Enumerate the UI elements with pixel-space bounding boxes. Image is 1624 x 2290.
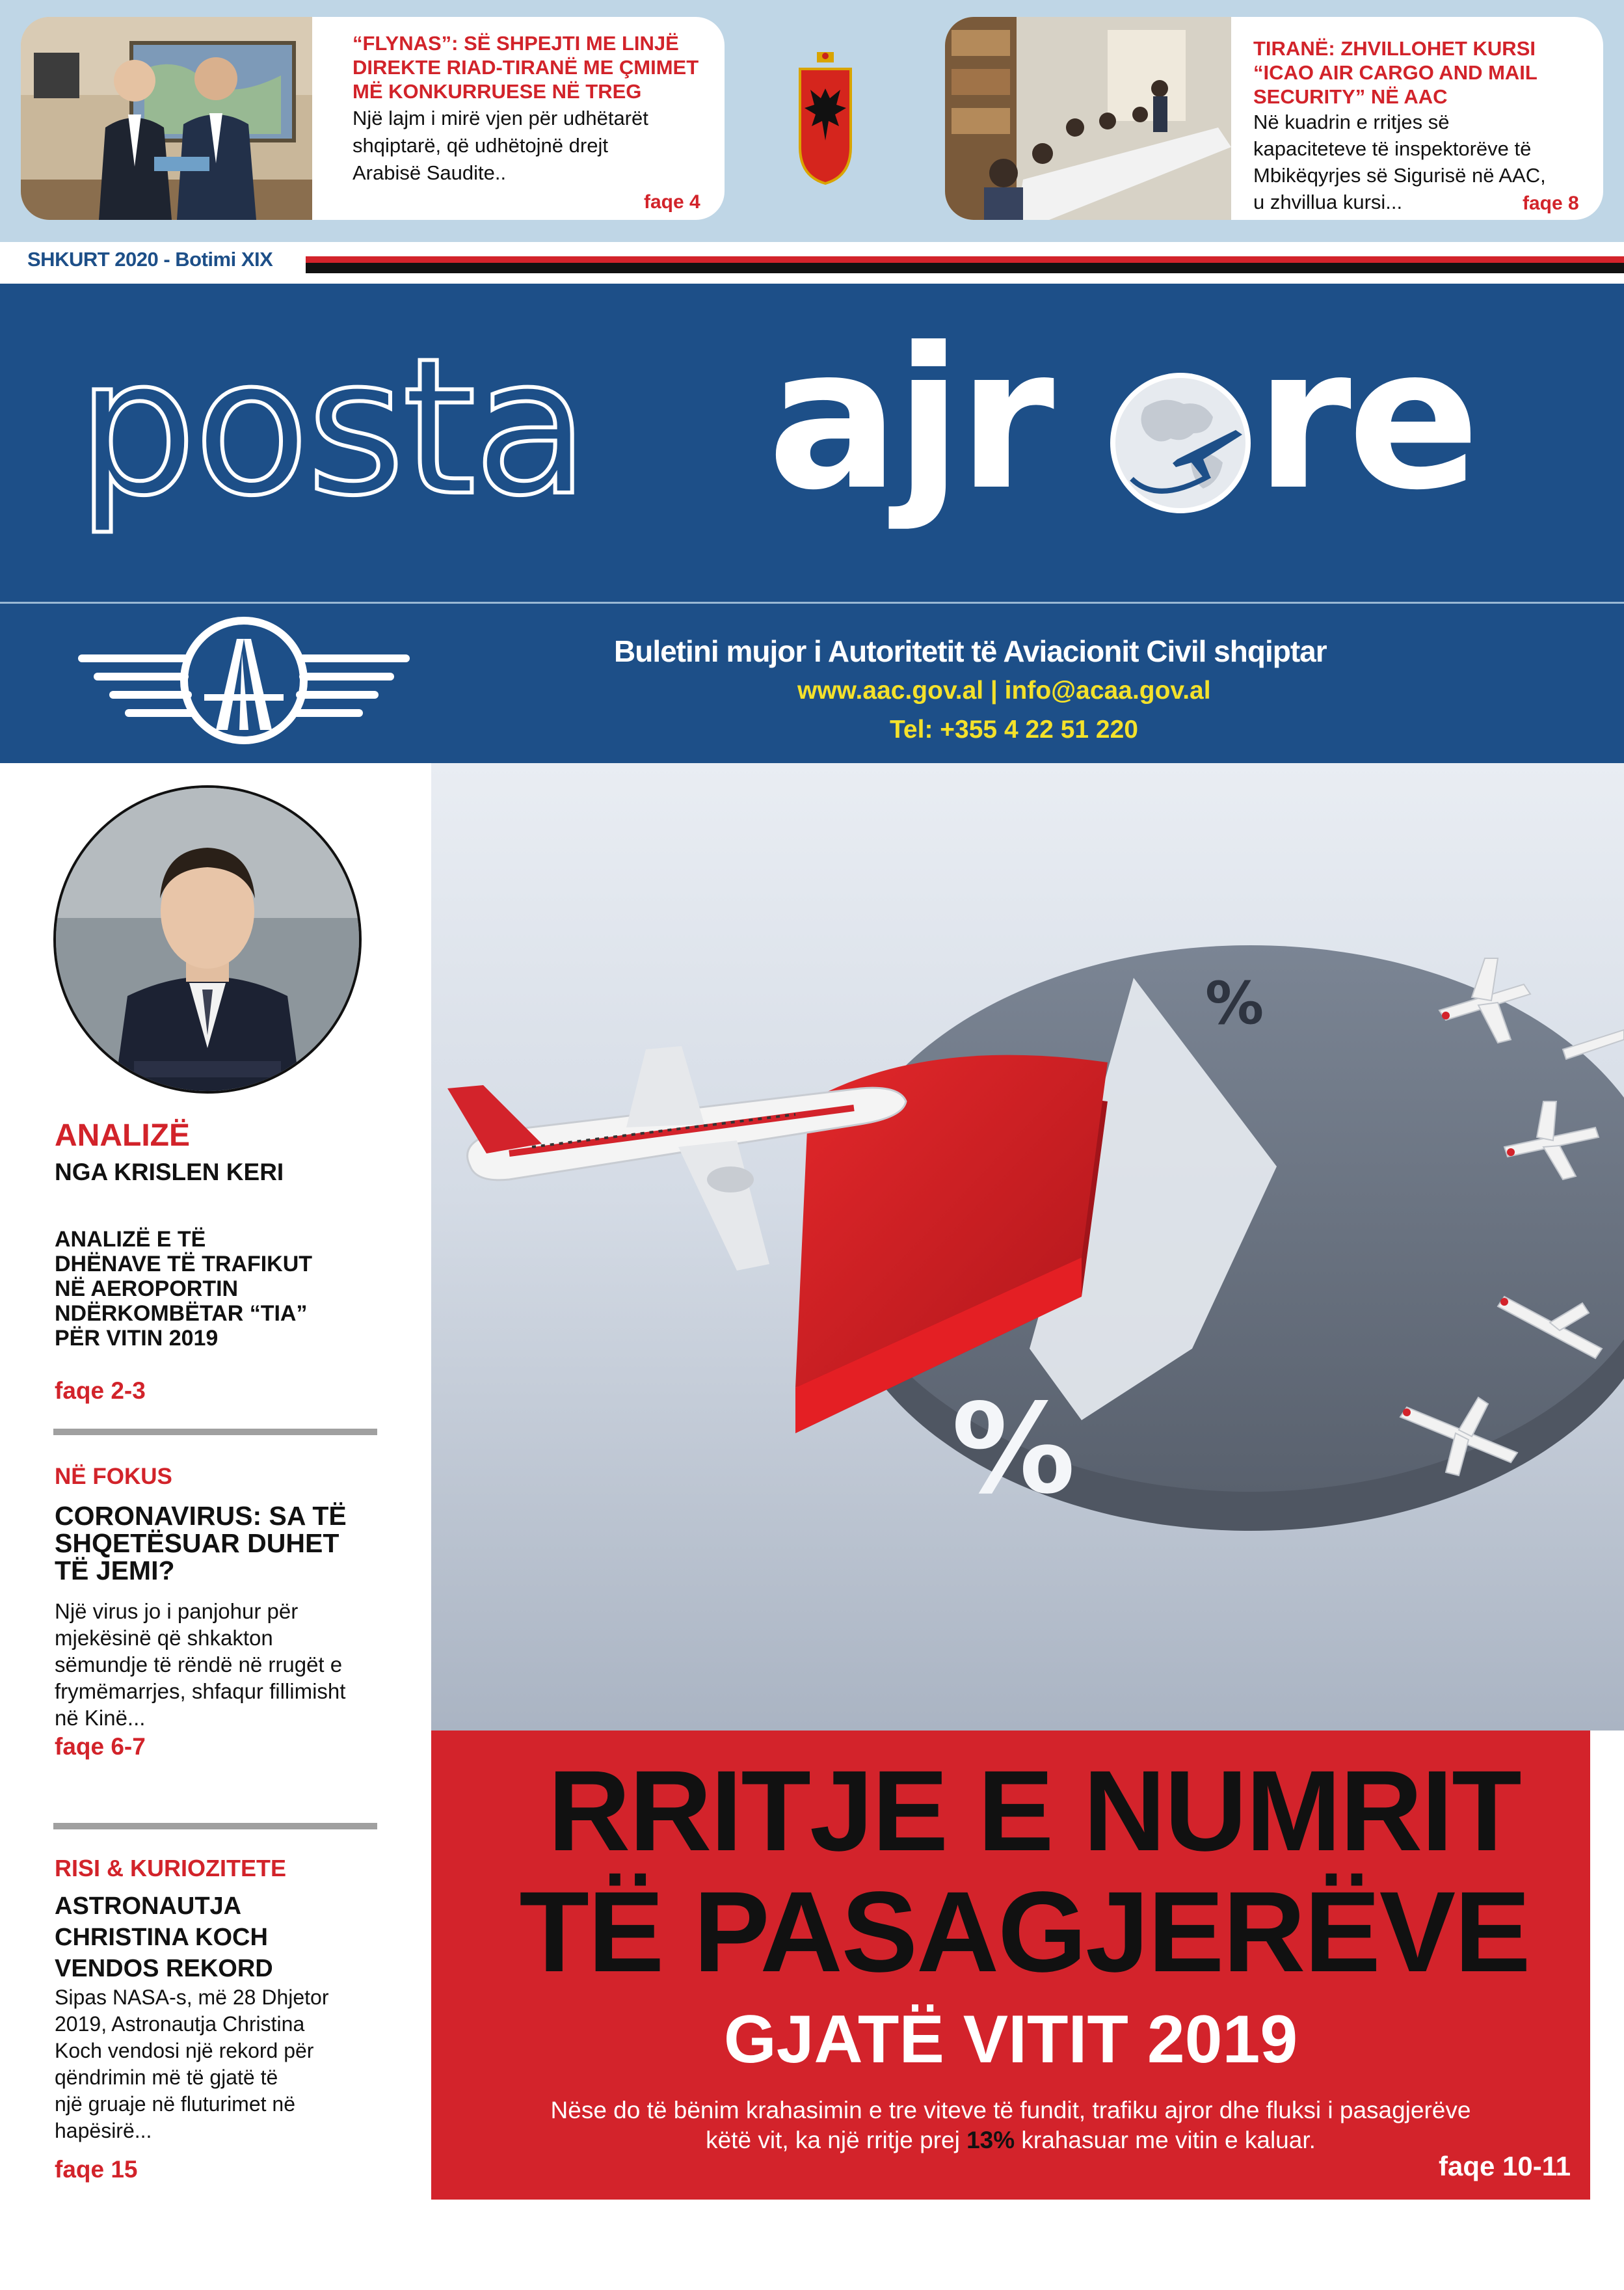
teaser-flynas-headline: “FLYNAS”: SË SHPEJTI ME LINJË DIREKTE RIAD-TIRANË ME ÇMIMET MË KONKURRUESE NË TREG	[353, 32, 699, 103]
analiza-title: ANALIZË E TË DHËNAVE TË TRAFIKUT NË AEROPORTIN NDËRKOMBËTAR “TIA” PËR VITIN 2019	[55, 1227, 313, 1351]
cover-page[interactable]: faqe 10-11	[1439, 2151, 1571, 2181]
albania-coat-of-arms	[797, 49, 853, 186]
cover-headline-line1: RRITJE E NUMRIT	[548, 1747, 1521, 1875]
masthead-tagline: Buletini mujor i Autoritetit të Aviacionit Civil shqiptar	[614, 634, 1327, 668]
teaser-icao-headline: TIRANË: ZHVILLOHET KURSI “ICAO AIR CARGO AND MAIL SECURITY” NË AAC	[1253, 37, 1537, 108]
issue-date: SHKURT 2020 - Botimi XIX	[27, 248, 273, 271]
teaser-icao-page[interactable]: faqe 8	[1523, 193, 1579, 214]
analiza-page[interactable]: faqe 2-3	[55, 1377, 146, 1404]
masthead-globe-plane-icon	[1106, 368, 1255, 518]
masthead-divider	[0, 602, 1624, 604]
risi-body: Sipas NASA-s, më 28 Dhjetor 2019, Astronautja Christina Koch vendosi një rekord për qëndrimin më të gjatë të një gruaje në fluturimet në hapësirë...	[55, 1986, 329, 2142]
section-analiza: ANALIZË	[55, 1118, 190, 1153]
analiza-byline: NGA KRISLEN KERI	[55, 1159, 284, 1185]
masthead-word-re: re	[1255, 306, 1476, 533]
teaser-icao-course[interactable]	[945, 17, 1603, 220]
cover-headline-line2: TË PASAGJERËVE	[519, 1868, 1530, 1996]
masthead-phone: Tel: +355 4 22 51 220	[890, 716, 1138, 744]
cover-illustration	[431, 763, 1624, 1731]
divider-2	[53, 1823, 377, 1829]
author-portrait	[53, 785, 362, 1094]
fokus-title: CORONAVIRUS: SA TË SHQETËSUAR DUHET TË JEMI?	[55, 1501, 347, 1585]
teaser-flynas-photo	[21, 17, 312, 220]
fokus-body: Një virus jo i panjohur për mjekësinë që shkakton sëmundje të rëndë në rrugët e frymëmarrjes, shfaqur fillimisht në Kinë...	[55, 1599, 346, 1730]
section-ne-fokus: NË FOKUS	[55, 1464, 172, 1489]
aac-logo	[74, 613, 414, 748]
cover-subhead: GJATË VITIT 2019	[723, 2002, 1298, 2077]
section-risi: RISI & KURIOZITETE	[55, 1855, 287, 1881]
teaser-icao-photo	[945, 17, 1231, 220]
teaser-icao-body: Në kuadrin e rritjes së kapaciteteve të inspektorëve të Mbikëqyrjes së Sigurisë në AAC, u zhvillua kursi...	[1253, 111, 1546, 213]
risi-title: ASTRONAUTJA CHRISTINA KOCH VENDOS REKORD	[55, 1893, 273, 1982]
growth-percent: 13%	[966, 2127, 1015, 2153]
stripe-red	[306, 256, 1624, 263]
masthead-contacts[interactable]: www.aac.gov.al | info@acaa.gov.al	[797, 677, 1211, 705]
teaser-flynas[interactable]	[21, 17, 725, 220]
fokus-page[interactable]: faqe 6-7	[55, 1733, 146, 1760]
stripe-black	[306, 263, 1624, 273]
risi-page[interactable]: faqe 15	[55, 2156, 138, 2183]
masthead-word-posta: posta	[77, 318, 587, 537]
teaser-flynas-page[interactable]: faqe 4	[644, 191, 700, 213]
teaser-flynas-body: Një lajm i mirë vjen për udhëtarët shqiptarë, që udhëtojnë drejt Arabisë Saudite..	[353, 107, 648, 184]
divider-1	[53, 1429, 377, 1435]
masthead-word-ajr: ajr	[767, 306, 1051, 533]
percent-glyph-small: %	[1205, 969, 1264, 1038]
cover-deck: Nëse do të bënim krahasimin e tre viteve të fundit, trafiku ajror dhe fluksi i pasagjerëve këtë vit, ka një rritje prej 13% krahasuar me vitin e kaluar.	[550, 2097, 1471, 2153]
percent-glyph-large: %	[952, 1377, 1076, 1521]
